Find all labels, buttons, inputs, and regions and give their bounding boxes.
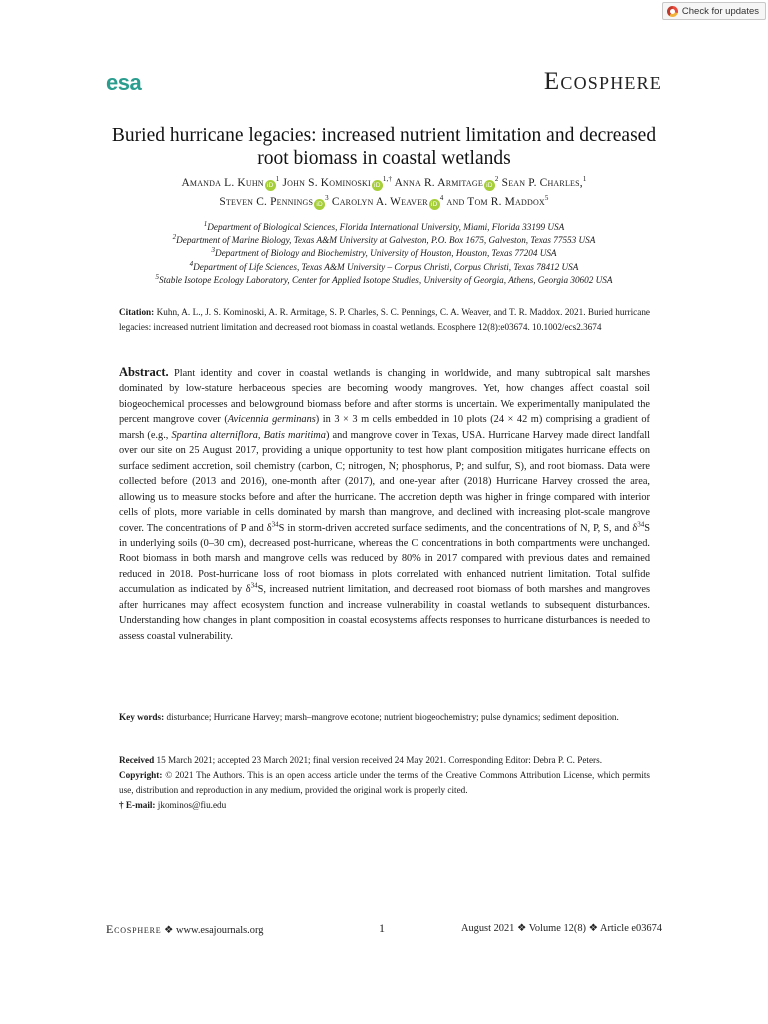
email-label: † E-mail: [119,800,156,810]
footer-journal: Ecosphere [106,922,162,936]
article-metadata [119,753,650,813]
author-name: Carolyn A. Weaver [331,196,428,208]
isotope-superscript: 34 [271,520,279,529]
page-footer [106,922,662,938]
species-name: Spartina alterniflora, Batis maritima [171,429,326,441]
affiliation-number: 5 [155,272,160,281]
affiliation-number: 3 [211,246,215,255]
abstract-text: S, increased nutrient limitation, and decreased root biomass of both marshes and mangroves after hurricanes may affect ecosystem function and increase vulnerability in coastal wetlands to subsequent disturbances. Understanding how changes in plant composition in coastal ecosystems affects responses to hurricane disturbances is needed to assess coastal vulnerability. [119,584,650,642]
author-affiliation-marker: 4 [439,194,444,203]
affiliation [90,261,678,274]
author-affiliation-marker: 1 [582,175,587,184]
received-text: 15 March 2021; accepted 23 March 2021; final version received 24 May 2021. Corresponding Editor: Debra P. C. Peters. [154,755,602,765]
author-name: John S. Kominoski [282,177,371,189]
author-affiliation-marker: 1 [275,175,280,184]
author [219,196,332,208]
footer-right [461,922,662,934]
affiliation [90,274,678,287]
issue-date: August 2021 [460,923,515,934]
crossmark-icon [667,6,678,17]
affiliation-text: Stable Isotope Ecology Laboratory, Center for Applied Isotope Studies, University of Georgia, Athens, Georgia 30602 USA [159,274,613,285]
key-words-label: Key words: [119,712,165,722]
journal-website-link[interactable]: www.esajournals.org [175,925,264,936]
key-words-text: disturbance; Hurricane Harvey; marsh–mangrove ecotone; nutrient biogeochemistry; pulse dynamics; sediment deposition. [164,712,619,722]
diamond-icon: ❖ [588,923,598,934]
abstract-text: ) in 3 × 3 m cells embedded in 10 plots (24 × 42 m) comprising a gradient of marsh (e.g., [119,414,651,441]
author-affiliation-marker: 1,† [382,175,393,184]
article-id: Article e03674 [599,923,662,934]
diamond-icon: ❖ [516,923,527,934]
affiliation-number: 1 [203,219,208,228]
citation-text: Kuhn, A. L., J. S. Kominoski, A. R. Armitage, S. P. Charles, S. C. Pennings, C. A. Weaver, and T. R. Maddox. 2021. Buried hurricane legacies: increased nutrient limitation and decreased root biomass in coastal wetlands. Ecosphere 12(8):e03674. 10.1002/ecs2.3674 [119,307,650,332]
footer-left [106,922,263,937]
author-name: Sean P. Charles, [501,177,583,189]
abstract [119,365,650,644]
author [467,196,548,208]
citation-label: Citation: [119,307,155,317]
affiliation [90,234,678,247]
copyright-line [119,768,650,798]
affiliation-text: Department of Life Sciences, Texas A&M University – Corpus Christi, Corpus Christi, Texas 78412 USA [193,261,579,272]
orcid-icon[interactable]: iD [314,199,325,210]
author-name: Amanda L. Kuhn [181,177,264,189]
author [502,177,587,189]
copyright-text: © 2021 The Authors. This is an open access article under the terms of the Creative Commons Attribution License, which permits use, distribution and reproduction in any medium, provided the original work is properly cited. [119,770,650,795]
author [395,177,502,189]
diamond-icon: ❖ [164,925,174,936]
abstract-text: S in underlying soils (0–30 cm), decreased post-hurricane, whereas the C concentrations in both compartments were unchanged. Root biomass in both marsh and mangrove cells was reduced by 80% in 2017 compared with previous dates and remained reduced in 2018. Post-hurricane loss of root biomass in plots correlated with enhanced nutrient limitation. Total sulfide accumulation as indicated by δ [119,522,651,596]
isotope-superscript: 34 [250,581,258,590]
orcid-icon[interactable]: iD [372,180,383,191]
orcid-icon[interactable]: iD [429,199,440,210]
author [283,177,395,189]
check-for-updates-label: Check for updates [681,5,759,17]
isotope-superscript: 34 [637,520,645,529]
species-name: Avicennia germinans [227,414,316,426]
esa-logo: esa [106,70,142,95]
affiliation-number: 2 [172,233,177,242]
affiliation-list [90,221,678,287]
abstract-label: Abstract. [119,365,169,379]
author-name: Steven C. Pennings [219,196,314,208]
author [332,196,467,208]
email-line [119,798,650,813]
author-affiliation-marker: 3 [325,194,329,203]
abstract-text: ) and mangrove cover in Texas, USA. Hurricane Harvey made direct landfall over our site on 25 August 2017, providing a unique opportunity to test how plant composition mitigates hurricane effects on surface sediment accretion, soil chemistry (carbon, C; nitrogen, N; phosphorus, P; and sulfur, S), and root biomass. Data were collected before (2013 and 2016), one-month after (2017), and one-year after (2018) Hurricane Harvey crossed the area, allowing us to measure stocks before and after the hurricane. The accretion depth was higher in fringe compared with interior cells of plots, more variable in cells dominated by marsh than mangrove, and declined with increasing plot-scale mangrove cover. The concentrations of P and δ [119,429,650,534]
affiliation [90,247,678,260]
key-words [119,710,650,725]
author-name: Anna R. Armitage [394,177,483,189]
author [181,177,282,189]
affiliation-number: 4 [189,259,194,268]
affiliation [90,221,678,234]
author-separator: and [443,196,468,208]
copyright-label: Copyright: [119,770,163,780]
affiliation-text: Department of Marine Biology, Texas A&M University at Galveston, P.O. Box 1675, Galveston, Texas 77553 USA [176,235,596,246]
affiliation-text: Department of Biology and Biochemistry, University of Houston, Houston, Texas 77204 USA [214,248,557,259]
email-link[interactable]: jkominos@fiu.edu [155,800,227,810]
page-number: 1 [379,921,385,935]
article-title: Buried hurricane legacies: increased nutrient limitation and decreased root biomass in coastal wetlands [111,125,657,169]
author-name: Tom R. Maddox [467,196,545,208]
author-affiliation-marker: 5 [544,194,549,203]
citation [119,305,650,335]
affiliation-text: Department of Biological Sciences, Florida International University, Miami, Florida 33199 USA [207,222,565,232]
author-list [90,174,678,212]
orcid-icon[interactable]: iD [484,180,495,191]
received-label: Received [119,755,155,765]
orcid-icon[interactable]: iD [265,180,276,191]
check-for-updates-button[interactable] [662,2,766,20]
received-line [119,753,650,768]
journal-name: Ecosphere [543,68,662,95]
abstract-text: Plant identity and cover in coastal wetlands is changing in worldwide, and many subtropical salt marshes dominated by low-stature herbaceous species are becoming woody mangroves. Yet, how changes affect coastal soil biogeochemical processes and belowground biomass before and after storms is uncertain. We experimentally manipulated the percent mangrove cover ( [119,368,650,426]
volume: Volume 12(8) [528,923,586,934]
author-affiliation-marker: 2 [494,175,499,184]
abstract-text: S in storm-driven accreted surface sediments, and the concentrations of N, P, S, and δ [278,522,638,534]
